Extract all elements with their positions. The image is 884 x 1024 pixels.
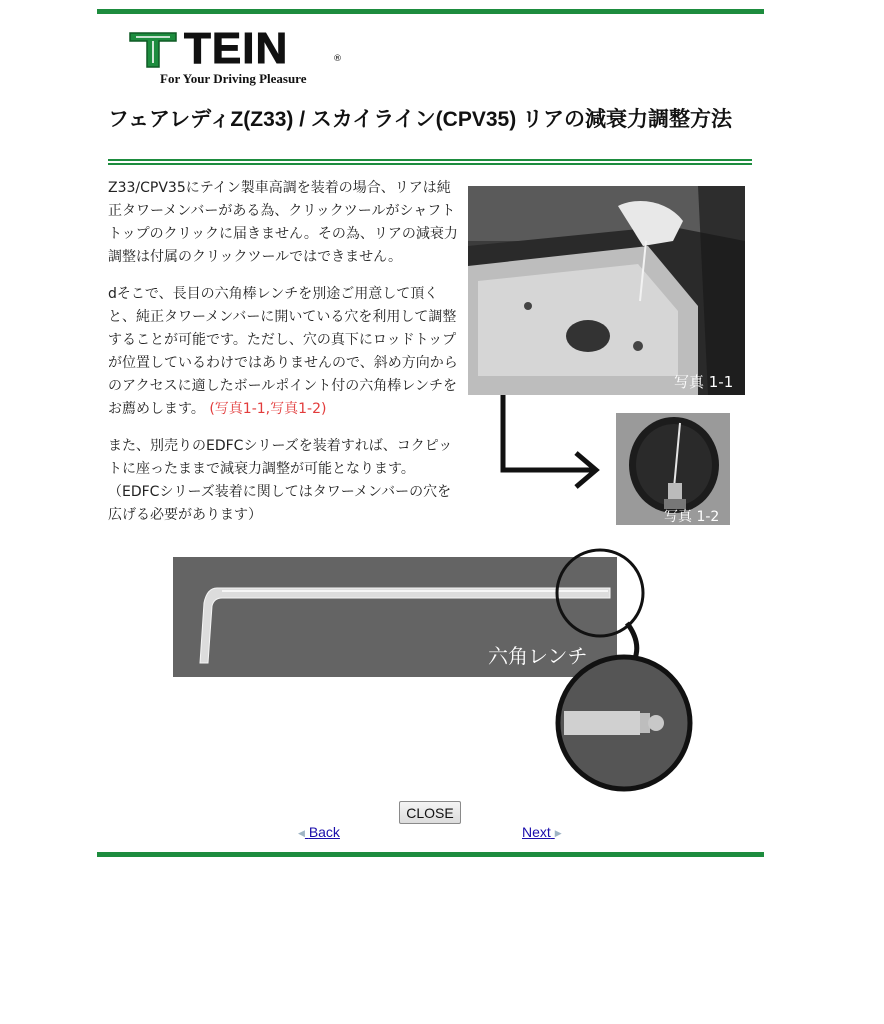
- photo-reference: (写真1-1,写真1-2): [209, 401, 327, 417]
- registered-mark: ®: [333, 54, 342, 64]
- bottom-green-rule: [97, 852, 764, 857]
- title-rule-bottom: [108, 163, 752, 165]
- logo-wordmark: TEIN: [184, 24, 289, 73]
- back-link[interactable]: [298, 824, 340, 840]
- article-body: [108, 177, 458, 541]
- next-link-label: Next: [522, 824, 551, 840]
- paragraph-2-text: dそこで、長目の六角棒レンチを別途ご用意して頂くと、純正タワーメンバーに開いている穴を利用して調整することが可能です。ただし、穴の真下にロッドトップが位置しているわけではありませんので、斜め方向からのアクセスに適したボールポイント付の六角棒レンチをお薦めします。: [108, 286, 458, 417]
- close-button[interactable]: CLOSE: [399, 801, 461, 824]
- back-link-label: Back: [308, 824, 340, 840]
- photo-1-2-caption: 写真 1-2: [664, 509, 720, 525]
- photo-1-1: [468, 186, 745, 395]
- hex-wrench-photo: [172, 543, 697, 793]
- photo-1-1-caption: 写真 1-1: [674, 373, 734, 391]
- triangle-left-icon: ◀: [298, 827, 305, 838]
- top-green-rule: [97, 9, 764, 14]
- tein-t-mark-icon: [128, 29, 178, 69]
- paragraph-1: Z33/CPV35にテイン製車高調を装着の場合、リアは純正タワーメンバーがある為、クリックツールがシャフトトップのクリックに届きません。その為、リアの減衰力調整は付属のクリックツールではできません。: [108, 180, 458, 265]
- next-link[interactable]: [522, 824, 562, 840]
- triangle-right-icon: ▶: [554, 827, 562, 838]
- right-arrow-icon: [496, 395, 606, 495]
- wrench-caption: 六角レンチ: [488, 644, 588, 668]
- tein-logo: [128, 24, 358, 91]
- paragraph-3: また、別売りのEDFCシリーズを装着すれば、コクピットに座ったままで減衰力調整が可能となります。（EDFCシリーズ装着に関してはタワーメンバーの穴を広げる必要があります）: [108, 438, 453, 523]
- photo-1-2: [616, 413, 730, 525]
- page-title: フェアレディZ(Z33) / スカイライン(CPV35) リアの減衰力調整方法: [108, 108, 733, 131]
- logo-tagline: For Your Driving Pleasure: [160, 71, 307, 86]
- paragraph-2: [108, 283, 458, 421]
- title-rule-top: [108, 159, 752, 161]
